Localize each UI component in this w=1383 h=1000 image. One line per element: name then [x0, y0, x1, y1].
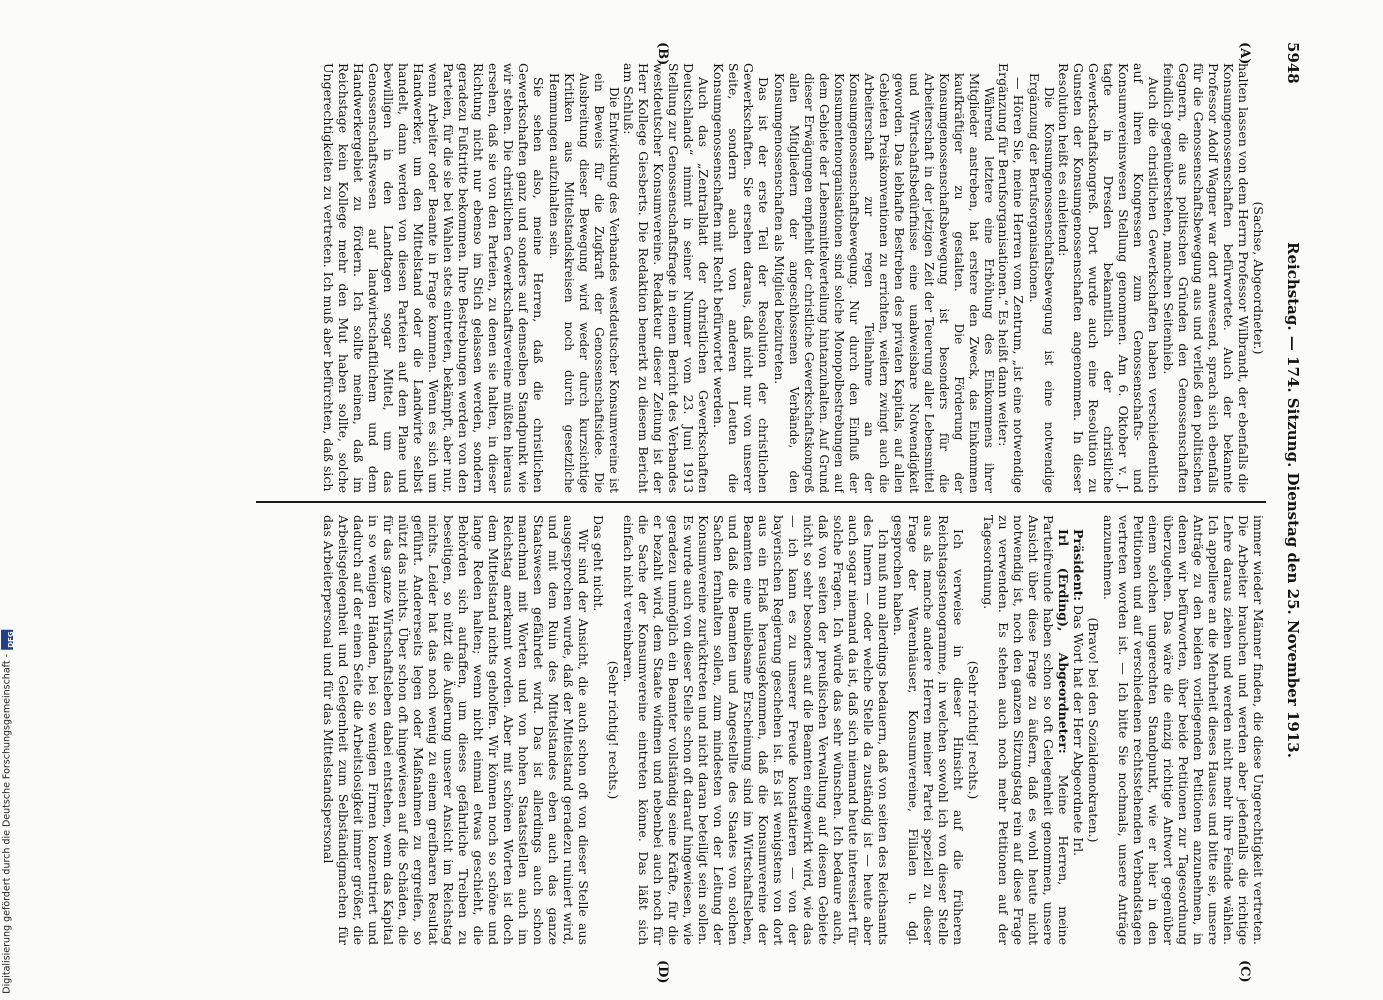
- paragraph: — Hören Sie, meine Herren vom Zentrum, „ist eine notwendige Ergänzung für Berufsorganisationen.“ Es heißt dann weiter:: [996, 63, 1026, 493]
- quotation: Die Entwicklung des Verbandes westdeutscher Konsumvereine ist ein Beweis für die Zugkraft der Genossenschaftsidee. Die Ausbreitung dieser Bewegung wird weder durch kurzsichtige Kritiken aus Mittelstandskreisen noch durch gesetzliche Hemmungen aufzuhalten sein.: [547, 73, 621, 493]
- paragraph-text: Meine Herren, meine Parteifreunde haben schon so oft Gelegenheit genommen, unsere Ansicht über diese Frage zu äußern, daß es wohl heute nicht notwendig ist, noch den ganzen Sitzungstag rein auf diese Frage zu verwenden. Es stehen auch noch mehr Petitionen auf der Tagesordnung.: [981, 515, 1071, 945]
- paragraph: Ich muß nun allerdings bedauern, daß von seiten des Reichsamts des Innern — oder welche Stelle da zuständig ist — heute aber auch sogar niemand da ist, daß sich niemand heute interessiert für solche Fragen. Ich würde das sehr wünschen. Ich bedaure auch, daß von seiten der preußischen Verwaltung auf diesem Gebiete nicht so sehr besonders auf die Beamten eingewirkt wird, wie das — ich kann es zu unserer Freude konstatieren — von der bayerischen Regierung geschehen ist. Es ist wenigstens von dort aus ein Erlaß herausgekommen, daß die Konsumvereine der Beamten eine unliebsame Erscheinung sind im Wirtschaftsleben, und daß die Beamten und Angestellte des Staates von solchen Sachen fernhalten sollen, zum mindesten von der Leitung der Konsumvereine zurücktreten und nicht daran beteiligt sein sollen. Es wurde auch von dieser Stelle schon oft darauf hingewiesen, wie geradezu unmöglich ein Beamter vollständig seine Kräfte, für die er bezahlt wird, dem Staate widmen und nebenbei auch noch für die Sache der Konsumvereine eintreten könne. Das läßt sich einfach nicht vereinbaren.: [621, 515, 891, 945]
- president-paragraph: [1071, 515, 1086, 945]
- paragraph-text: Das Wort hat der Herr Abgeordnete Irl.: [1071, 605, 1086, 857]
- reaction: (Sehr richtig! rechts.): [606, 660, 621, 800]
- page-title: Reichstag. — 174. Sitzung. Dienstag den 25. November 1913.: [1284, 242, 1302, 758]
- margin-marker-d: (D): [655, 960, 670, 984]
- paragraph: Auch die christlichen Gewerkschaften haben verschiedentlich auf ihren Kongressen zum Genossenschafts- und Konsumvereinswesen Stellung genommen. Am 6. Oktober v. J. tagte in Dresden bekanntlich der christliche Gewerkschaftskongreß. Dort wurde auch eine Resolution zu Gunsten der Konsumgenossenschaften angenommen. In dieser Resolution heißt es einleitend:: [1056, 63, 1161, 493]
- paragraph: Sie sehen also, meine Herren, daß die christlichen Gewerkschaften ganz und sonders auf demselben Standpunkt wie wir stehen. Die christlichen Gewerkschaftsvereine müßten hieraus ersehen, daß sie von den Parteien, zu denen sie halten, in dieser Richtung nicht nur ebenso im Stich gelassen werden, sondern geradezu Fußtritte bekommen. Ihre Bestrebungen werden von den Parteien, für die sie bei Wahlen stets eintreten, bekämpft, aber nur, wenn Arbeiter oder Beamte in Frage kommen. Wenn es sich um Handwerker, um den Mittelstand oder die Landwirte selbst handelt, dann werden von diesen Parteien auf dem Plane und bewilligen in den Landtagen sogar Mittel, um das Genossenschaftswesen auf landwirtschaftlichem und dem Handwerkergebiet zu fördern. Ich sollte meinen, daß im Reichstage kein Kollege mehr den Mut haben sollte, solche Ungerechtigkeiten zu vertreten. Ich muß aber befürchten, daß sich: [321, 63, 546, 493]
- quotation: Während letztere eine Erhöhung des Einkommens ihrer Mitglieder anstreben, hat erstere den Zweck, das Einkommen kaufkräftiger zu gestalten. Die Förderung der Konsumgenossenschaftsbewegung ist besonders für die Arbeiterschaft in der jetzigen Zeit der Teuerung aller Lebensmittel und Wirtschaftsbedürfnisse eine unabweisbare Notwendigkeit geworden. Das lebhafte Bestreben des privaten Kapitals, auf allen Gebieten Preiskonventionen zu errichten, weitern zwingt auch die Arbeiterschaft zur regen Teilnahme an der Konsumgenossenschaftsbewegung. Nur durch den Einfluß der Konsumentenorganisationen sind solche Monopolbestrebungen auf dem Gebiete der Lebensmittelverteilung hintanzuhalten. Auf Grund dieser Erwägungen empfiehlt der christliche Gewerkschaftskongreß allen Mitgliedern der angeschlossenen Verbände, den Konsumgenossenschaften als Mitglied beizutreten.: [772, 73, 996, 493]
- paragraph: Das geht nicht.: [591, 515, 606, 612]
- president-label: Präsident:: [1071, 529, 1086, 602]
- quotation: Die Konsumgenossenschaftsbewegung ist eine notwendige Ergänzung der Berufsorganisationen.: [1027, 73, 1056, 493]
- right-column: [256, 515, 1266, 945]
- speaker-label: (Sachse, Abgeordneter.): [1251, 201, 1266, 355]
- reaction: (Sehr richtig! rechts.): [966, 660, 981, 800]
- paragraph: halten lassen von dem Herrn Professor Wilbrandt, der ebenfalls die Konsumgenossenschaften befürwortete. Auch der bekannte Professor Adolf Wagner war dort anwesend, sprach sich ebenfalls für die Genossenschaftsbewegung aus und verließ den politischen Gegnern, die aus politischen Gründen den Genossenschaften feindlich gegenüberstehen, manchen Seitenhieb.: [1161, 63, 1251, 493]
- speaker-paragraph: [981, 515, 1071, 945]
- speaker-label: Irl (Erding), Abgeordneter:: [1056, 529, 1071, 754]
- page-header: [1278, 42, 1328, 958]
- margin-marker-a: (A): [1237, 42, 1252, 65]
- page-number: 5948: [1284, 42, 1302, 84]
- margin-marker-c: (C): [1237, 960, 1252, 983]
- paragraph: Auch das „Zentralblatt der christlichen Gewerkschaften Deutschlands“ nimmt in seiner Nummer vom 23. Juni 1913 Stellung zur Genossenschaftsfrage in einem Bericht des Verbandes westdeutscher Konsumvereine. Redakteur dieser Zeitung ist der Herr Kollege Giesberts. Die Redaktion bemerkt zu diesem Bericht am Schluß:: [621, 63, 711, 493]
- dfg-logo: DFG: [1, 630, 13, 650]
- paragraph: Das ist der erste Teil der Resolution der christlichen Gewerkschaften. Sie ersehen daraus, daß nicht nur von unserer Seite, sondern auch von anderen Leuten die Konsumgenossenschaften mit Recht befürwortet werden.: [711, 63, 771, 493]
- digitization-credit: [1, 630, 13, 994]
- paragraph: Ich verweise in dieser Hinsicht auf die früheren Reichstagsstenogramme, in welchen sowohl ich von dieser Stelle aus als manche andere Herren meiner Partei speziell zu dieser Frage der Warenhäuser, Konsumvereine, Filialen u. dgl. gesprochen haben.: [891, 515, 966, 945]
- margin-marker-b: (B): [655, 42, 670, 66]
- credit-text: Digitalisierung gefördert durch die Deutsche Forschungsgemeinschaft -: [1, 654, 13, 994]
- left-column: [256, 63, 1266, 493]
- column-divider: [256, 501, 1266, 503]
- paragraph: Wir sind der Ansicht, die auch schon oft von dieser Stelle aus ausgesprochen wurde, daß der Mittelstand geradezu ruiniert wird, und mit dem Ruin des Mittelstandes eben auch das ganze Staatswesen gefährdet wird. Das ist allerdings auch schon manchmal mit Worten und von hohen Staatsstellen auch im Reichstag anerkannt worden. Aber mit schönen Worten ist doch dem Mittelstand nichts geholfen. Wir können noch so schöne und lange Reden halten; wenn nicht einmal etwas geschieht, die Behörden sich aufraffen, um dieses gefährliche Treiben zu beseitigen, so nützt die Äußerung unserer Ansicht im Reichstag nichts. Leider hat das noch wenig zu einem greifbaren Resultat geführt. Andererseits legen oder Maßnahmen zu ergreifen, so nützt das nichts. Über schon oft hingewiesen auf die Schäden, die für das ganze Wirtschaftsleben dabei entstehen, wenn das Kapital in so wenigen Händen, bei so wenigen Firmen konzentriert und dadurch auf der einen Seite die Arbeitslosigkeit immer größer, die Arbeitsgelegenheit und Gelegenheit zum Selbständigmachen für das Arbeiterpersonal und für das Mittelstandspersonal: [321, 515, 591, 945]
- reaction: (Bravo! bei den Sozialdemokraten.): [1086, 617, 1101, 843]
- paragraph: immer wieder Männer finden, die diese Ungerechtigkeit vertreten. Die Arbeiter brauchen und werden aber jedenfalls die richtige Lehre daraus ziehen und werden nicht mehr ihre Feinde wählen. Ich appelliere an die Mehrheit dieses Hauses und bitte sie, unsere Anträge zu den beiden vorliegenden Petitionen anzunehmen, in denen wir befürworten, über beide Petitionen zur Tagesordnung überzugehen. Das wäre die einzig richtige Antwort gegenüber einem solchen ungerechten Standpunkt, wie er hier in den Petitionen und auf verschiedenen rechtsstehenden Verbandstagen vertreten worden ist. — Ich bitte Sie nochmals, unsere Anträge anzunehmen.: [1101, 515, 1266, 945]
